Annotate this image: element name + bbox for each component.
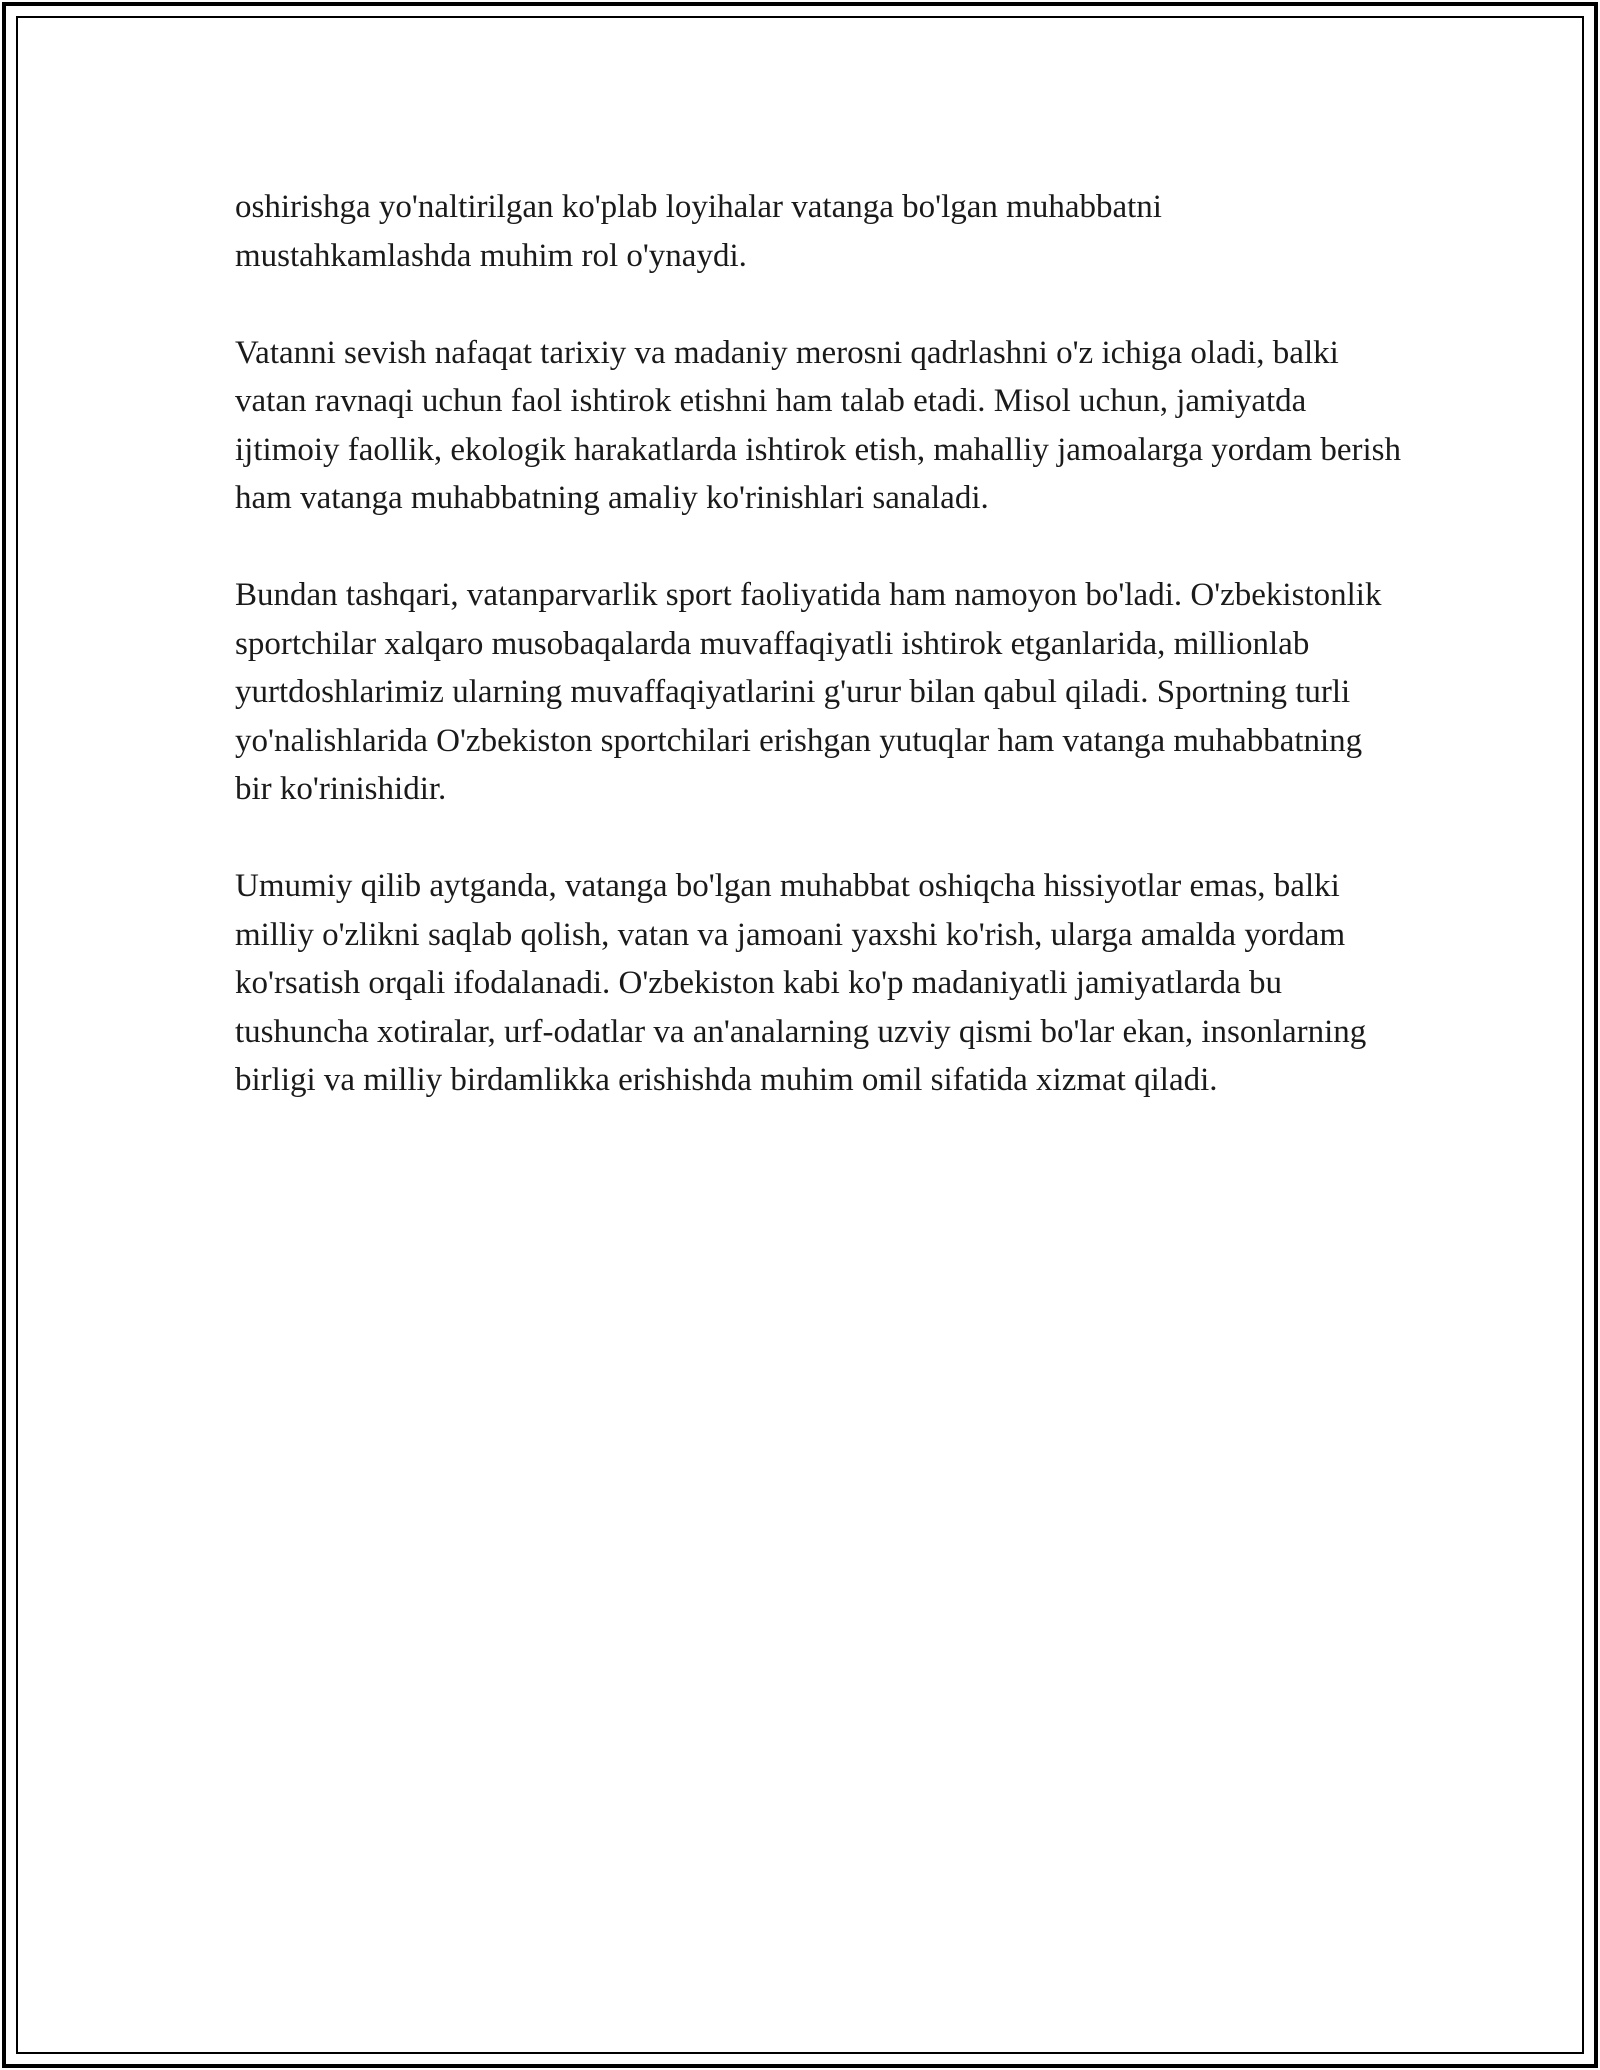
document-body <box>235 183 1405 1153</box>
paragraph-2: Vatanni sevish nafaqat tarixiy va madaniy merosni qadrlashni o'z ichiga oladi, balki vatan ravnaqi uchun faol ishtirok etishni ham talab etadi. Misol uchun, jamiyatda ijtimoiy faollik, ekologik harakatlarda ishtirok etish, mahalliy jamoalarga yordam berish ham vatanga muhabbatning amaliy ko'rinishlari sanaladi. <box>235 334 1402 516</box>
paragraph-4: Umumiy qilib aytganda, vatanga bo'lgan muhabbat oshiqcha hissiyotlar emas, balki milliy o'zlikni saqlab qolish, vatan va jamoani yaxshi ko'rish, ularga amalda yordam ko'rsatish orqali ifodalanadi. O'zbekiston kabi ko'p madaniyatli jamiyatlarda bu tushuncha xotiralar, urf-odatlar va an'analarning uzviy qismi bo'lar ekan, insonlarning birligi va milliy birdamlikka erishishda muhim omil sifatida xizmat qiladi. <box>235 868 1367 1098</box>
paragraph-3: Bundan tashqari, vatanparvarlik sport faoliyatida ham namoyon bo'ladi. O'zbekistonlik sportchilar xalqaro musobaqalarda muvaffaqiyatli ishtirok etganlarida, millionlab yurtdoshlarimiz ularning muvaffaqiyatlarini g'urur bilan qabul qiladi. Sportning turli yo'nalishlarida O'zbekiston sportchilari erishgan yutuqlar ham vatanga muhabbatning bir ko'rinishidir. <box>235 577 1382 807</box>
paragraph-1: oshirishga yo'naltirilgan ko'plab loyihalar vatanga bo'lgan muhabbatni mustahkamlashda muhim rol o'ynaydi. <box>235 189 1162 274</box>
